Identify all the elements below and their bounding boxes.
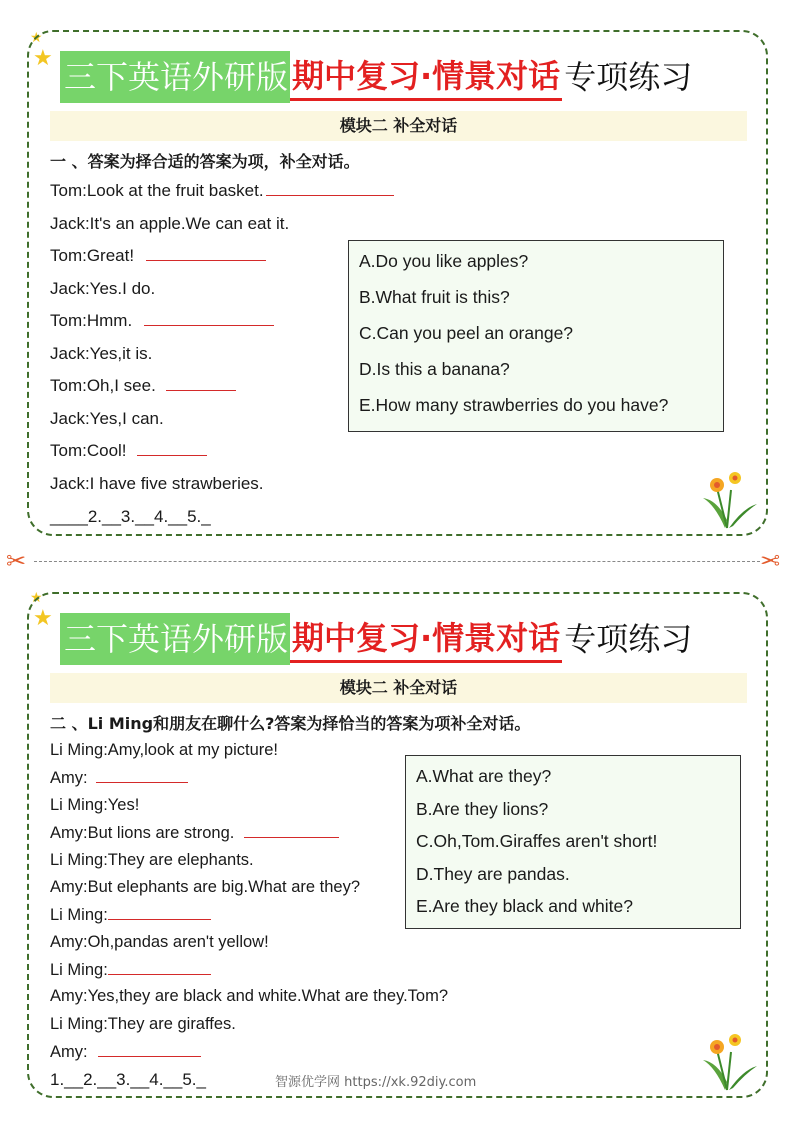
title-red: 期中复习·情景对话 (290, 54, 562, 101)
option-a: A.Do you like apples? (359, 251, 529, 271)
scissors-icon: ✂ (760, 547, 781, 575)
dialogue-line: Amy: (50, 1042, 201, 1062)
option-e: E.Are they black and white? (416, 896, 633, 916)
worksheet-card-1 (27, 30, 768, 536)
flower-icon (695, 470, 765, 530)
answer-blank[interactable] (144, 311, 274, 326)
title-red: 期中复习·情景对话 (290, 616, 562, 663)
worksheet-title (60, 51, 692, 103)
answer-blank[interactable] (108, 905, 211, 920)
answer-blank[interactable] (137, 441, 207, 456)
dialogue-line: Amy:Yes,they are black and white.What are they.Tom? (50, 987, 449, 1005)
title-black: 专项练习 (564, 58, 693, 96)
options-box (405, 755, 741, 929)
footer-watermark: 智源优学网 https://xk.92diy.com (275, 1075, 477, 1090)
title-green: 三下英语外研版 (60, 51, 290, 103)
dialogue-line: Amy:But lions are strong. (50, 823, 339, 843)
star-icon: ★ (33, 46, 53, 71)
module-heading: 模块二 补全对话 (50, 673, 747, 703)
dialogue-line: Tom:Look at the fruit basket. (50, 181, 394, 201)
section-instruction: 二 、Li Ming和朋友在聊什么?答案为择恰当的答案为项补全对话。 (50, 714, 531, 733)
answer-blank[interactable] (266, 181, 394, 196)
worksheet-card-2 (27, 592, 768, 1098)
dialogue-line: Jack:I have five strawberies. (50, 474, 264, 493)
option-a: A.What are they? (416, 766, 552, 786)
dialogue-line: Tom:Oh,I see. (50, 376, 236, 396)
worksheet-title (60, 613, 692, 665)
dialogue-line: Li Ming: (50, 960, 211, 980)
dialogue-line: Li Ming:They are giraffes. (50, 1015, 236, 1033)
option-b: B.What fruit is this? (359, 287, 510, 307)
dialogue-line: Li Ming:Amy,look at my picture! (50, 741, 279, 759)
dialogue-line: Jack:Yes,I can. (50, 409, 164, 428)
star-icon: ★ (33, 606, 53, 631)
answer-blank[interactable] (244, 823, 339, 838)
options-box (348, 240, 724, 432)
option-c: C.Oh,Tom.Giraffes aren't short! (416, 831, 658, 851)
flower-icon (695, 1032, 765, 1092)
answer-blank[interactable] (166, 376, 236, 391)
answer-sequence: 1.__2.__3.__4.__5._ (50, 1070, 206, 1089)
option-b: B.Are they lions? (416, 799, 549, 819)
dialogue-line: Jack:Yes,it is. (50, 344, 153, 363)
answer-blank[interactable] (98, 1042, 201, 1057)
dialogue-line: Tom:Cool! (50, 441, 207, 461)
option-e: E.How many strawberries do you have? (359, 395, 669, 415)
title-black: 专项练习 (564, 620, 693, 658)
dialogue-line: Tom:Great! (50, 246, 266, 266)
option-d: D.Is this a banana? (359, 359, 510, 379)
star-icon: ★ (30, 590, 43, 606)
module-heading: 模块二 补全对话 (50, 111, 747, 141)
dialogue-line: Amy:Oh,pandas aren't yellow! (50, 933, 269, 951)
option-c: C.Can you peel an orange? (359, 323, 574, 343)
dialogue-line: Li Ming:They are elephants. (50, 851, 254, 869)
answer-blank[interactable] (108, 960, 211, 975)
dialogue-line: Tom:Hmm. (50, 311, 274, 331)
star-icon: ★ (30, 30, 43, 46)
dialogue-line: Amy: (50, 768, 188, 788)
cut-line (34, 561, 760, 562)
title-green: 三下英语外研版 (60, 613, 290, 665)
dialogue-line: Jack:Yes.I do. (50, 279, 156, 298)
scissors-icon: ✂ (6, 547, 27, 575)
section-instruction: 一 、答案为择合适的答案为项，补全对话。 (50, 152, 360, 171)
dialogue-line: Jack:It's an apple.We can eat it. (50, 214, 290, 233)
answer-blank[interactable] (146, 246, 266, 261)
dialogue-line: Li Ming: (50, 905, 211, 925)
answer-blank[interactable] (96, 768, 188, 783)
option-d: D.They are pandas. (416, 864, 570, 884)
dialogue-line: Amy:But elephants are big.What are they? (50, 878, 361, 896)
dialogue-line: Li Ming:Yes! (50, 796, 140, 814)
answer-sequence: ____2.__3.__4.__5._ (50, 507, 211, 526)
